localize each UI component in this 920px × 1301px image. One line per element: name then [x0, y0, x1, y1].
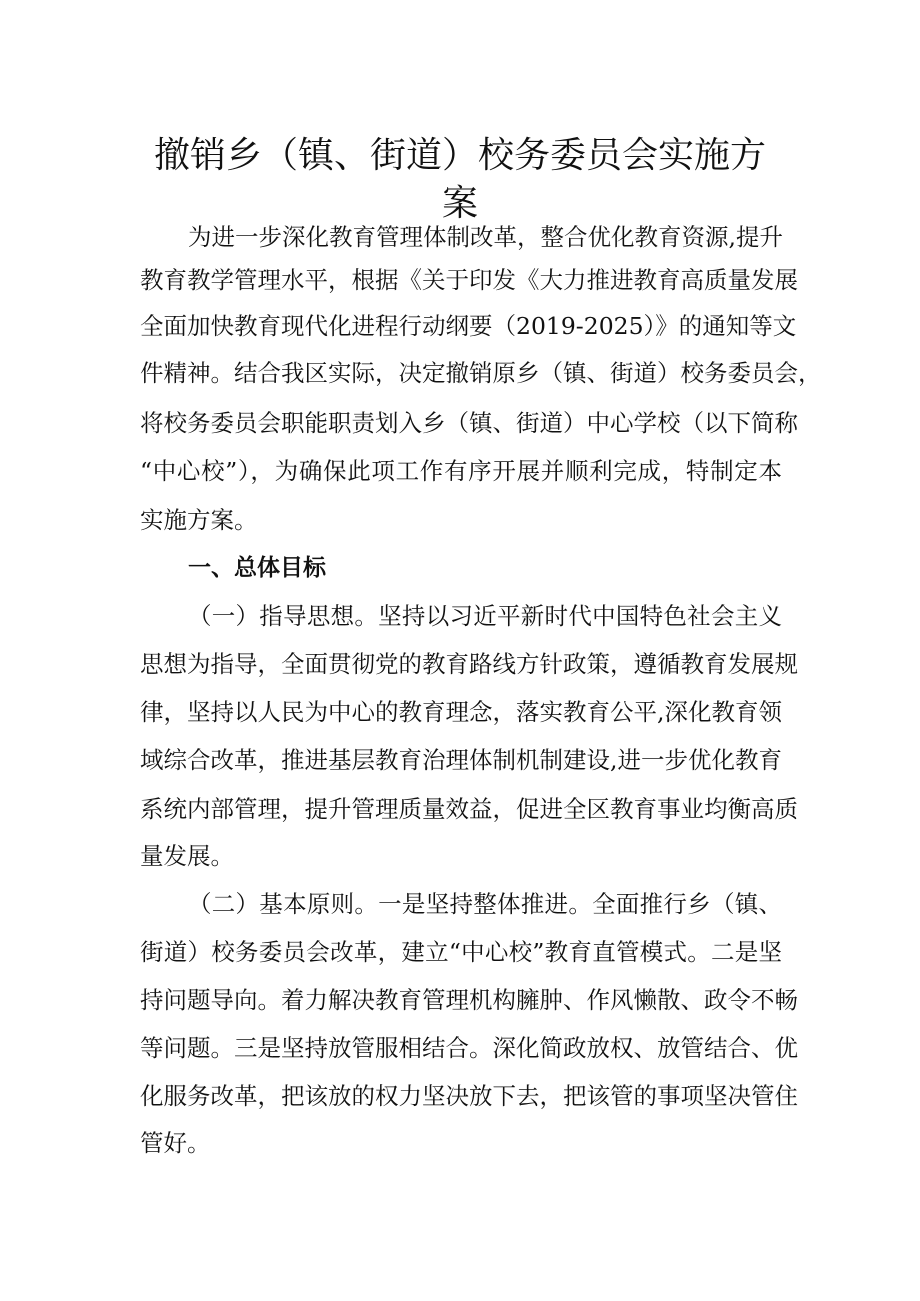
intro-line-7: 实施方案。 — [140, 506, 258, 534]
guiding-thought-line-3: 律，坚持以人民为中心的教育理念，落实教育公平,深化教育领 — [140, 698, 782, 726]
basic-principles-line-2: 街道）校务委员会改革，建立“中心校”教育直管模式。二是坚 — [140, 938, 782, 966]
guiding-thought-line-4: 域综合改革，推进基层教育治理体制机制建设,进一步优化教育 — [140, 746, 782, 774]
basic-principles-line-5: 化服务改革，把该放的权力坚决放下去，把该管的事项坚决管住 — [140, 1082, 798, 1110]
basic-principles-line-4: 等问题。三是坚持放管服相结合。深化简政放权、放管结合、优 — [140, 1034, 798, 1062]
document-title: 撤销乡（镇、街道）校务委员会实施方案 — [153, 135, 766, 224]
intro-line-5: 将校务委员会职能职责划入乡（镇、街道）中心学校（以下简称 — [140, 409, 798, 437]
basic-principles-line-1: （二）基本原则。一是坚持整体推进。全面推行乡（镇、 — [188, 890, 782, 918]
intro-line-6: “中心校”），为确保此项工作有序开展并顺利完成，特制定本 — [140, 457, 782, 485]
intro-line-2: 教育教学管理水平，根据《关于印发《大力推进教育高质量发展 — [140, 266, 798, 294]
intro-line-1: 为进一步深化教育管理体制改革，整合优化教育资源,提升 — [188, 223, 783, 251]
section-heading-overall-goals: 一、总体目标 — [188, 555, 326, 581]
basic-principles-line-6: 管好。 — [140, 1129, 211, 1157]
guiding-thought-line-5: 系统内部管理，提升管理质量效益，促进全区教育事业均衡高质 — [140, 795, 798, 823]
guiding-thought-line-1: （一）指导思想。坚持以习近平新时代中国特色社会主义 — [188, 602, 782, 630]
guiding-thought-line-2: 思想为指导，全面贯彻党的教育路线方针政策，遵循教育发展规 — [140, 650, 798, 678]
intro-line-4: 件精神。结合我区实际，决定撤销原乡（镇、街道）校务委员会， — [140, 359, 822, 387]
guiding-thought-line-6: 量发展。 — [140, 842, 234, 870]
basic-principles-line-3: 持问题导向。着力解决教育管理机构臃肿、作风懒散、政令不畅 — [140, 986, 798, 1014]
intro-line-3: 全面加快教育现代化进程行动纲要（2019-2025）》的通知等文 — [140, 312, 797, 340]
